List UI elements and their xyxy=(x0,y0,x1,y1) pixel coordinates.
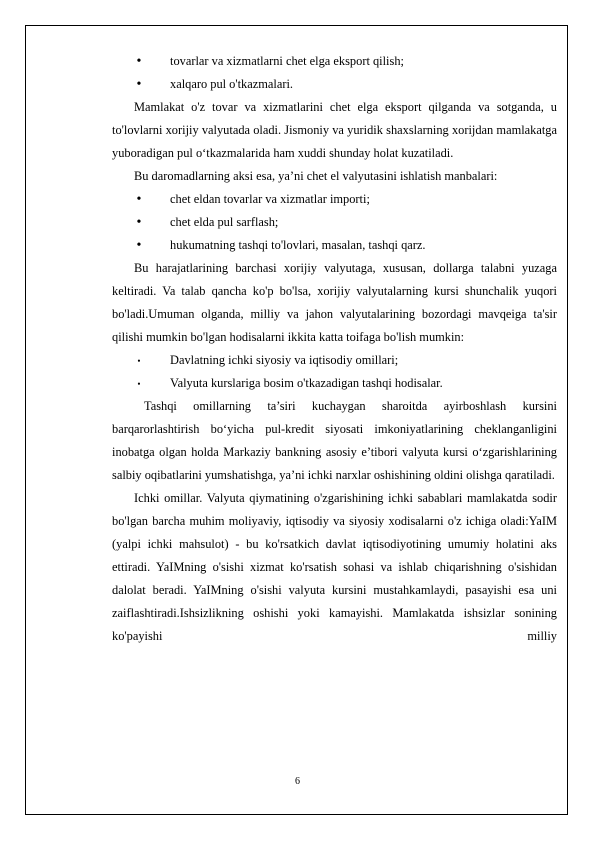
paragraph: Mamlakat o'z tovar va xizmatlarini chet elga eksport qilganda va sotganda, u to'lovlarni xorijiy valyutada oladi. Jismoniy va yuridik shaxslarning xorijdan mamlakatga yuboradigan pul o‘tkazmalarida ham xuddi shunday holat kuzatiladi. xyxy=(112,100,557,160)
list-item: • tovarlar va xizmatlarni chet elga eksport qilish; xyxy=(134,50,557,73)
list-item: • Davlatning ichki siyosiy va iqtisodiy omillari; xyxy=(134,349,557,372)
list-item: • xalqaro pul o'tkazmalari. xyxy=(134,73,557,96)
bullet-icon: • xyxy=(136,77,142,92)
paragraph: Ichki omillar. Valyuta qiymatining o'zgarishining ichki sabablari mamlakatda sodir bo'lgan barcha muhim moliyaviy, iqtisodiy va siyosiy xodisalarni o'z ichiga oladi:YaIM (yalpi ichki mahsulot) - bu ko'rsatkich davlat iqtisodiyotining umumiy holatini aks ettiradi. YaIMning o'sishi xizmat ko'rsatish sohasi va ishlab chiqarishning o'sishidan dalolat beradi. YaIMning o'sishi valyuta kursini mustahkamlaydi, pasayishi esa uni zaiflashtiradi.Ishsizlikning oshishi yoki kamayishi. Mamlakatda ishsizlar sonining ko'payishi milliy xyxy=(112,491,557,643)
list-item: • chet elda pul sarflash; xyxy=(134,211,557,234)
expense-list xyxy=(134,188,557,257)
export-list xyxy=(134,50,557,96)
list-item: • chet eldan tovarlar va xizmatlar importi; xyxy=(134,188,557,211)
bullet-icon: • xyxy=(136,238,142,253)
document-body xyxy=(112,50,557,648)
paragraph: Tashqi omillarning ta’siri kuchaygan sharoitda ayirboshlash kursini barqarorlashtirish bo‘yicha pul-kredit siyosati imkoniyatlarining cheklanganligini inobatga olgan holda Markaziy bankning asosiy e’tibori valyuta kursi o‘zgarishlarining salbiy oqibatlarini yumshatishga, ya’ni ichki narxlar oshishining oldini olishga qaratiladi. xyxy=(112,399,557,482)
paragraph: Bu harajatlarining barchasi xorijiy valyutaga, xususan, dollarga talabni yuzaga keltiradi. Va talab qancha ko'p bo'lsa, xorijiy valyutalarning kursi shunchalik yuqori bo'ladi.Umuman olganda, milliy va jahon valyutalarining bozordagi mavqeiga ta'sir qilishi mumkin bo'lgan hodisalarni ikkita katta toifaga bo'lish mumkin: xyxy=(112,261,557,344)
list-item: • Valyuta kurslariga bosim o'tkazadigan tashqi hodisalar. xyxy=(134,372,557,395)
bullet-icon: • xyxy=(137,356,141,366)
bullet-icon: • xyxy=(136,215,142,230)
list-item: • hukumatning tashqi to'lovlari, masalan, tashqi qarz. xyxy=(134,234,557,257)
bullet-icon: • xyxy=(136,192,142,207)
page-number: 6 xyxy=(295,776,300,787)
factors-list xyxy=(134,349,557,395)
bullet-icon: • xyxy=(136,54,142,69)
paragraph: Bu daromadlarning aksi esa, ya’ni chet el valyutasini ishlatish manbalari: xyxy=(134,169,498,183)
bullet-icon: • xyxy=(137,379,141,389)
